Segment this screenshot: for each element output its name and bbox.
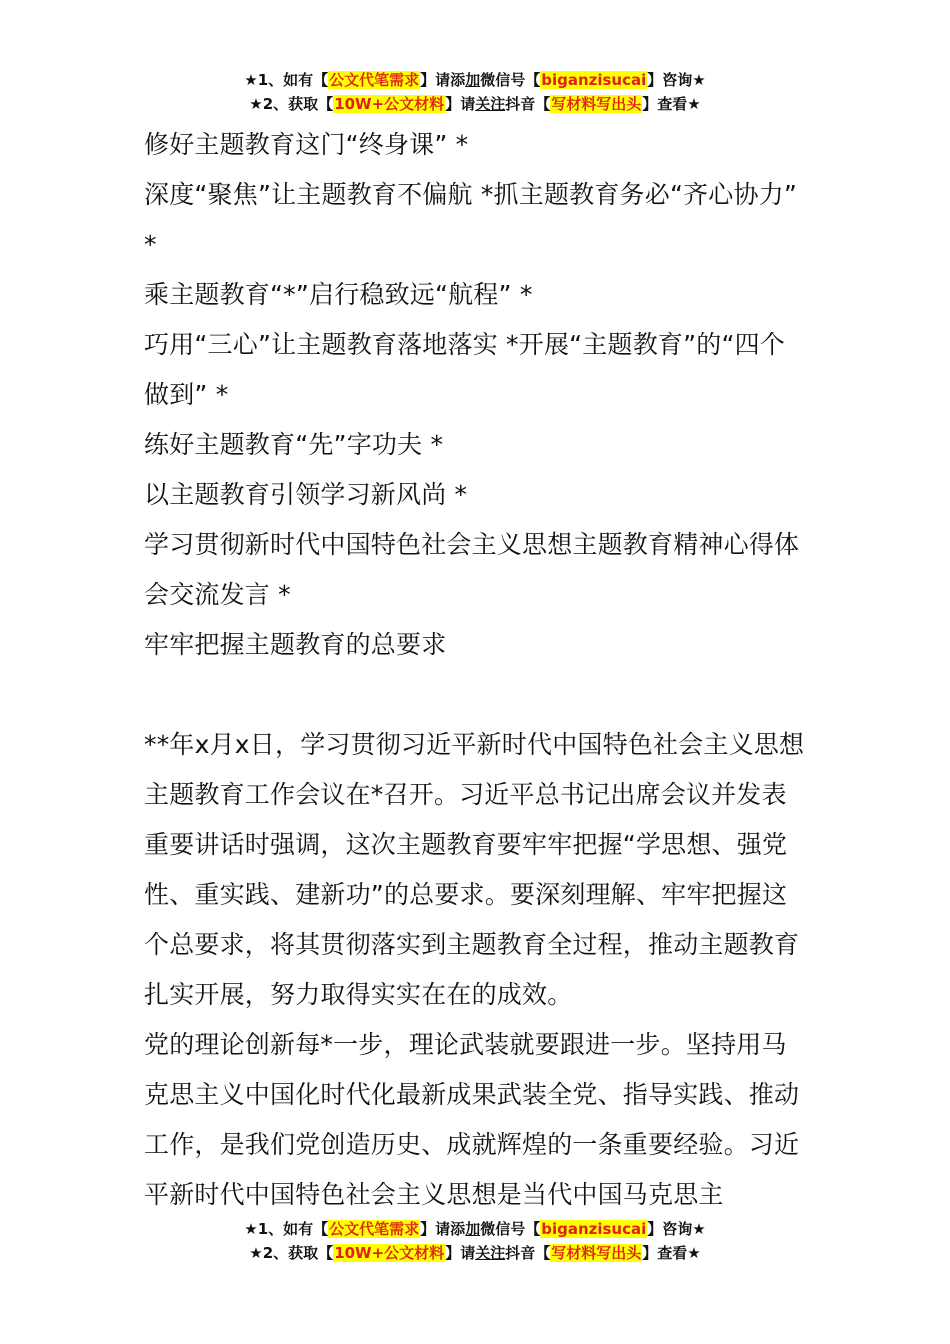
banner-text: 】请添: [420, 71, 466, 89]
spacer: [144, 670, 808, 720]
banner-highlight: biganzisucai: [541, 71, 647, 89]
banner-highlight: biganzisucai: [541, 1220, 647, 1238]
banner-highlight: 10W+公文材料: [334, 95, 445, 113]
banner-text: 】请: [445, 1244, 476, 1262]
banner-text: 】查看★: [642, 1244, 701, 1262]
banner-text: ★1、如有【: [244, 1220, 329, 1238]
header-banner: [0, 68, 950, 116]
banner-underline: 加: [465, 1220, 481, 1238]
body-paragraph: **年x月x日，学习贯彻习近平新时代中国特色社会主义思想主题教育工作会议在*召开。习近平总书记出席会议并发表重要讲话时强调，这次主题教育要牢牢把握“学思想、强党性、重实践、建新功”的总要求。要深刻理解、牢牢把握这个总要求，将其贯彻落实到主题教育全过程，推动主题教育扎实开展，努力取得实实在在的成效。: [144, 730, 805, 1009]
banner-text: 】请添: [420, 1220, 466, 1238]
banner-highlight: 公文代笔需求: [329, 1220, 420, 1238]
banner-line-2: [0, 1241, 950, 1265]
title-line: 以主题教育引领学习新风尚 *: [144, 480, 468, 509]
banner-text: ★2、获取【: [249, 1244, 334, 1262]
banner-highlight: 写材料写出头: [551, 1244, 642, 1262]
banner-text: 】咨询★: [647, 1220, 706, 1238]
title-line: 巧用“三心”让主题教育落地落实 *开展“主题教育”的“四个做到” *: [144, 330, 786, 409]
banner-text: 】查看★: [642, 95, 701, 113]
banner-text: ★1、如有【: [244, 71, 329, 89]
banner-text: ★2、获取【: [249, 95, 334, 113]
banner-text: 】咨询★: [647, 71, 706, 89]
title-line: 修好主题教育这门“终身课” *: [144, 130, 469, 159]
document-body: [144, 120, 808, 1220]
title-line: 牢牢把握主题教育的总要求: [144, 630, 447, 659]
banner-text: 】请: [445, 95, 476, 113]
banner-highlight: 10W+公文材料: [334, 1244, 445, 1262]
footer-banner: [0, 1217, 950, 1265]
banner-underline: 加: [465, 71, 481, 89]
banner-highlight: 写材料写出头: [551, 95, 642, 113]
banner-underline: 关注: [475, 95, 506, 113]
title-line: 乘主题教育“*”启行稳致远“航程” *: [144, 280, 533, 309]
banner-text: 抖音【: [505, 95, 551, 113]
banner-text: 抖音【: [505, 1244, 551, 1262]
banner-line-2: [0, 92, 950, 116]
title-line: 学习贯彻新时代中国特色社会主义思想主题教育精神心得体会交流发言 *: [144, 530, 800, 609]
banner-text: 微信号【: [480, 1220, 541, 1238]
banner-highlight: 公文代笔需求: [329, 71, 420, 89]
banner-line-1: [0, 68, 950, 92]
banner-line-1: [0, 1217, 950, 1241]
banner-underline: 关注: [475, 1244, 506, 1262]
title-line: 深度“聚焦”让主题教育不偏航 *抓主题教育务必“齐心协力” *: [144, 180, 798, 259]
title-line: 练好主题教育“先”字功夫 *: [144, 430, 444, 459]
banner-text: 微信号【: [480, 71, 541, 89]
body-paragraph: 党的理论创新每*一步，理论武装就要跟进一步。坚持用马克思主义中国化时代化最新成果武装全党、指导实践、推动工作，是我们党创造历史、成就辉煌的一条重要经验。习近平新时代中国特色社会主义思想是当代中国马克思主: [144, 1030, 800, 1209]
